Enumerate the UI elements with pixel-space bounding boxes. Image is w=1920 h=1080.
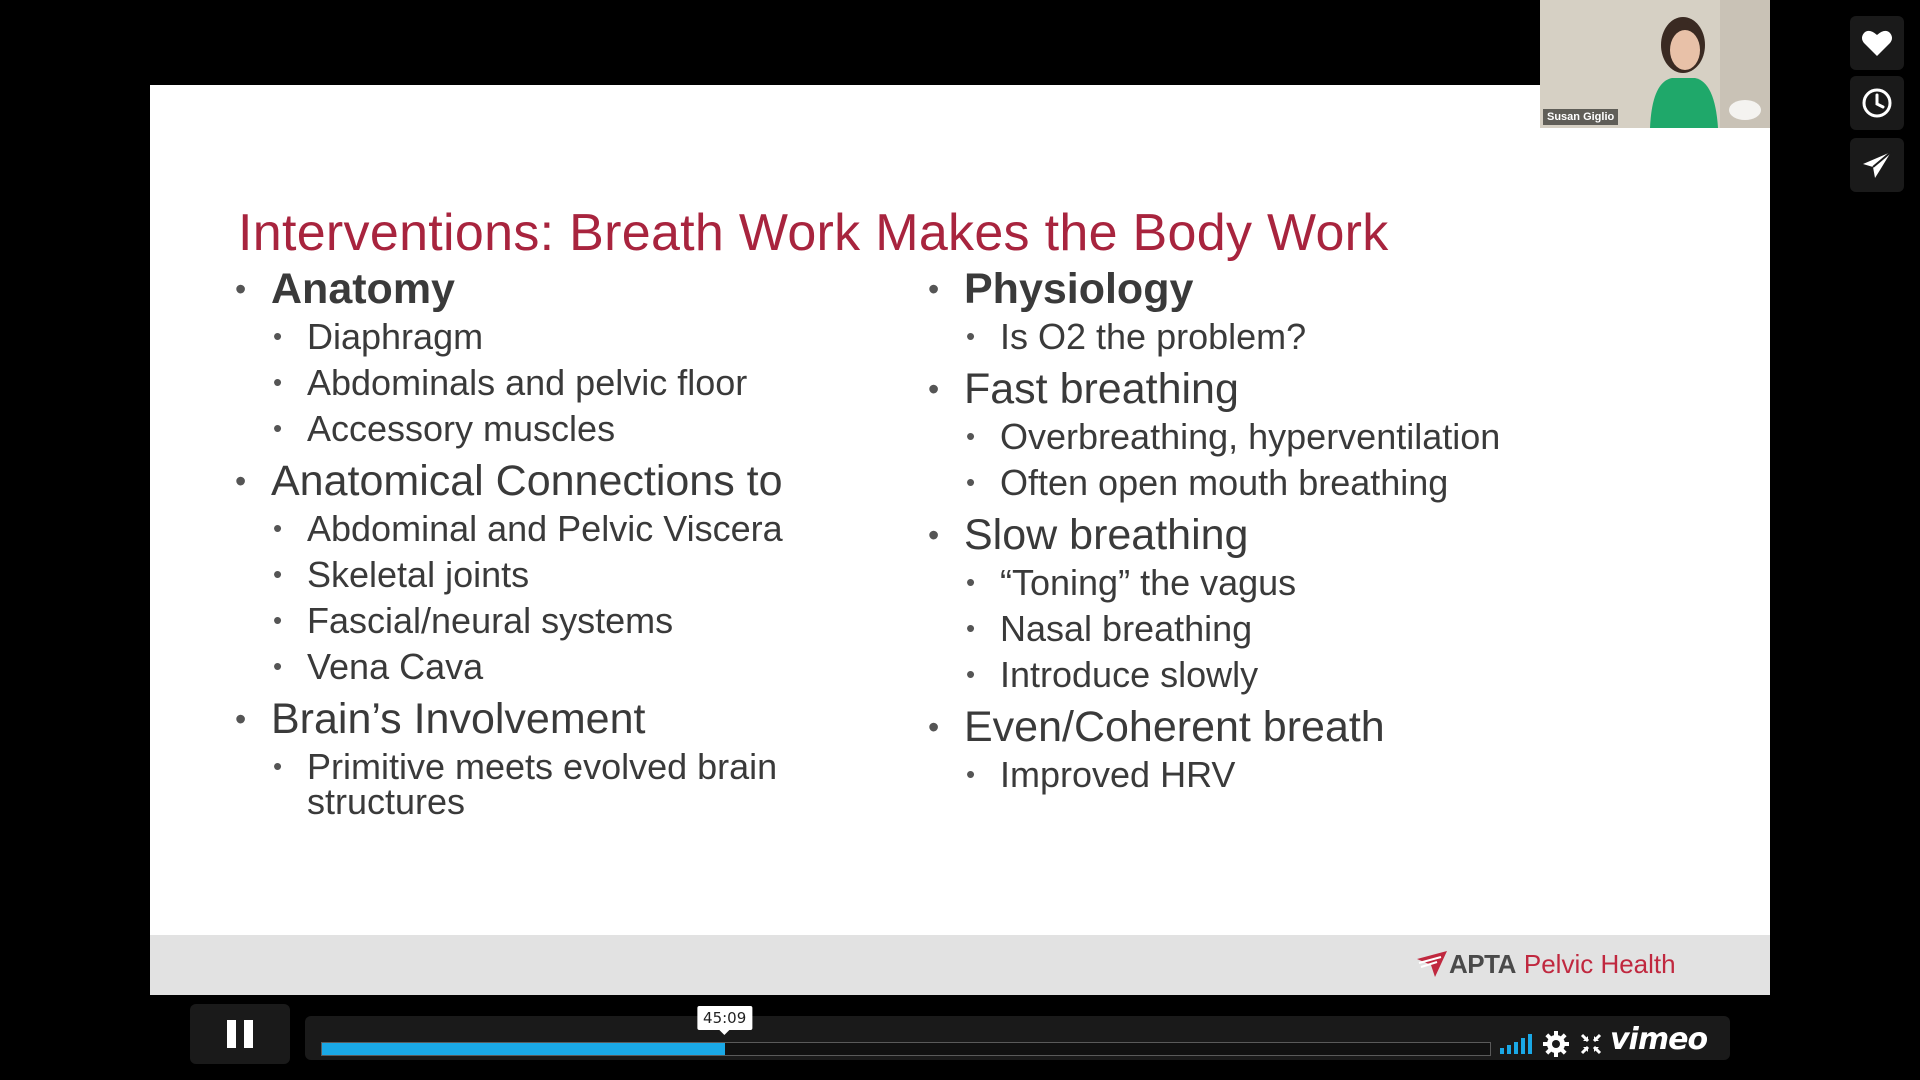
bullet-icon: •	[966, 467, 976, 497]
speaker-webcam	[1540, 0, 1770, 128]
slide-sub-bullet-item	[235, 746, 895, 822]
slide-sub-bullet-item	[928, 316, 1648, 357]
bullet-icon: •	[235, 701, 247, 737]
bullet-text: Primitive meets evolved brain structures	[307, 746, 778, 822]
bullet-icon: •	[966, 321, 976, 351]
clock-icon	[1861, 87, 1893, 119]
bullet-text: Fascial/neural systems	[307, 600, 674, 641]
bullet-text: Often open mouth breathing	[1000, 462, 1449, 503]
bullet-icon: •	[928, 709, 940, 745]
bullet-icon: •	[966, 613, 976, 643]
slide-sub-bullet-item	[928, 462, 1648, 503]
slide-title: Interventions: Breath Work Makes the Body Work	[238, 204, 1389, 262]
bullet-icon: •	[235, 463, 247, 499]
control-bar	[305, 1009, 1730, 1060]
bullet-icon: •	[966, 567, 976, 597]
slide-bullet-item	[928, 511, 1648, 560]
bullet-text: Diaphragm	[307, 316, 484, 357]
slide-bullet-item	[928, 265, 1648, 314]
pause-icon	[225, 1018, 255, 1050]
slide-sub-bullet-item	[235, 508, 895, 549]
bullet-text: Brain’s Involvement	[271, 695, 646, 743]
heart-icon	[1861, 29, 1893, 57]
bullet-text: Abdominals and pelvic floor	[307, 362, 748, 403]
slide-bullet-item	[235, 457, 895, 506]
bullet-text: Overbreathing, hyperventilation	[1000, 416, 1501, 457]
bullet-icon: •	[966, 421, 976, 451]
bullet-text: Even/Coherent breath	[964, 703, 1385, 751]
bullet-icon: •	[273, 513, 283, 543]
bullet-text: Skeletal joints	[307, 554, 530, 595]
slide-sub-bullet-item	[235, 646, 895, 687]
presentation-slide	[150, 85, 1770, 995]
bullet-icon: •	[928, 271, 940, 307]
paper-plane-icon	[1861, 150, 1893, 180]
bullet-text: Anatomical Connections to	[271, 457, 783, 505]
vimeo-logo[interactable]: vimeo	[1610, 1022, 1708, 1057]
bullet-text: Accessory muscles	[307, 408, 616, 449]
progress-bar-fill	[322, 1043, 725, 1055]
bullet-text: Nasal breathing	[1000, 608, 1253, 649]
bullet-text: Vena Cava	[307, 646, 484, 687]
slide-bullet-item	[235, 265, 895, 314]
like-button[interactable]	[1850, 16, 1904, 70]
fullscreen-icon[interactable]	[1580, 1033, 1602, 1055]
slide-sub-bullet-item	[235, 408, 895, 449]
bullet-text: Slow breathing	[964, 511, 1249, 559]
bullet-icon: •	[273, 651, 283, 681]
slide-sub-bullet-item	[235, 554, 895, 595]
bullet-text: Introduce slowly	[1000, 654, 1259, 695]
bullet-icon: •	[273, 367, 283, 397]
bullet-icon: •	[273, 605, 283, 635]
settings-gear-icon[interactable]	[1543, 1031, 1569, 1057]
apta-swoosh-icon	[1415, 947, 1449, 981]
bullet-icon: •	[928, 371, 940, 407]
slide-bullet-item	[928, 703, 1648, 752]
bullet-text: Improved HRV	[1000, 754, 1236, 795]
watch-later-button[interactable]	[1850, 76, 1904, 130]
slide-right-column	[928, 265, 1648, 803]
bullet-text: Anatomy	[271, 265, 455, 313]
slide-left-column	[235, 265, 895, 830]
volume-icon[interactable]	[1500, 1034, 1536, 1054]
bullet-icon: •	[273, 321, 283, 351]
slide-sub-bullet-item	[928, 754, 1648, 795]
bullet-text: “Toning” the vagus	[1000, 562, 1297, 603]
bullet-icon: •	[273, 559, 283, 589]
bullet-text: Is O2 the problem?	[1000, 316, 1307, 357]
bullet-icon: •	[273, 751, 283, 781]
slide-sub-bullet-item	[235, 316, 895, 357]
bullet-text: Physiology	[964, 265, 1194, 313]
apta-logo	[1415, 947, 1676, 981]
bullet-text: Fast breathing	[964, 365, 1239, 413]
slide-sub-bullet-item	[235, 600, 895, 641]
bullet-icon: •	[966, 759, 976, 789]
current-time-tooltip: 45:09	[697, 1006, 752, 1030]
slide-sub-bullet-item	[235, 362, 895, 403]
slide-sub-bullet-item	[928, 654, 1648, 695]
slide-sub-bullet-item	[928, 608, 1648, 649]
progress-bar[interactable]	[321, 1042, 1491, 1056]
speaker-name-label: Susan Giglio	[1543, 109, 1618, 125]
slide-bullet-item	[235, 695, 895, 744]
bullet-text: Abdominal and Pelvic Viscera	[307, 508, 783, 549]
bullet-icon: •	[928, 517, 940, 553]
share-button[interactable]	[1850, 138, 1904, 192]
slide-bullet-item	[928, 365, 1648, 414]
bullet-icon: •	[235, 271, 247, 307]
slide-sub-bullet-item	[928, 562, 1648, 603]
apta-logo-brand: APTA	[1449, 948, 1516, 979]
slide-sub-bullet-item	[928, 416, 1648, 457]
bullet-icon: •	[966, 659, 976, 689]
bullet-icon: •	[273, 413, 283, 443]
pause-button[interactable]	[190, 1004, 290, 1064]
apta-logo-unit: Pelvic Health	[1523, 948, 1676, 979]
player-controls	[190, 1004, 1730, 1064]
